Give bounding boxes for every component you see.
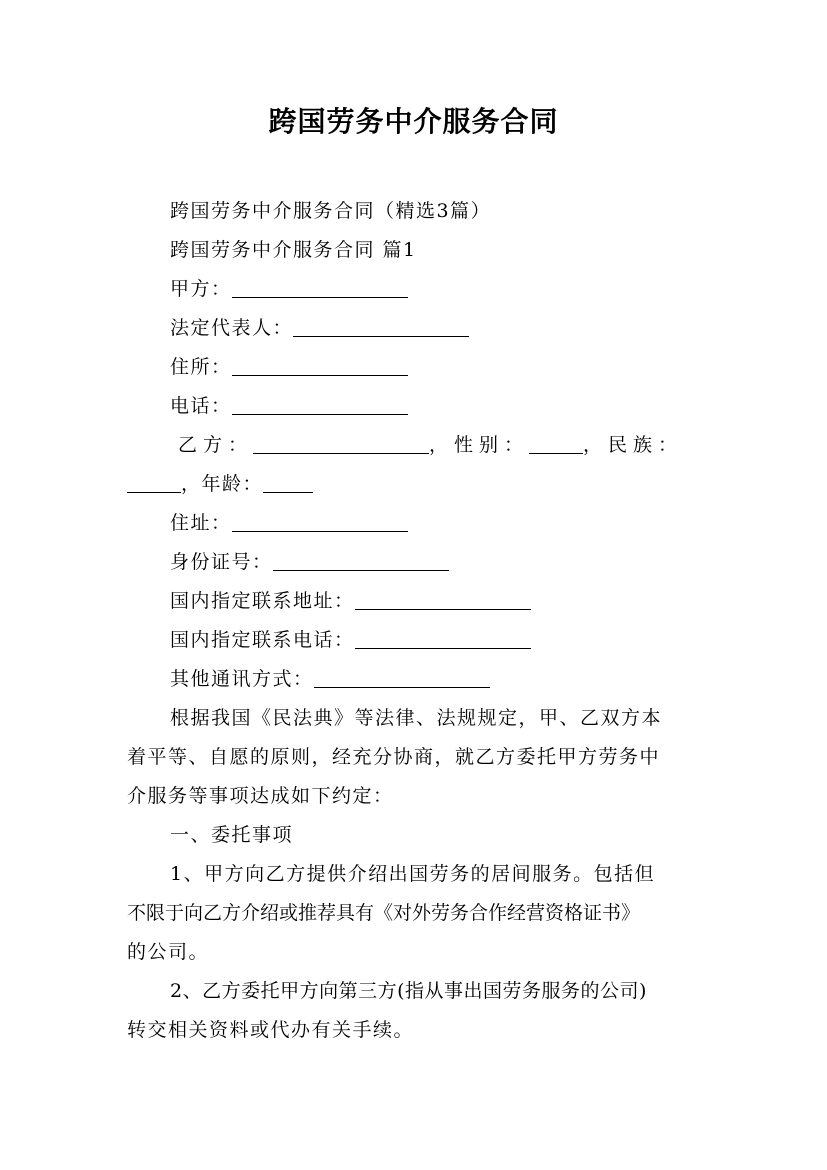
domestic-phone-line <box>170 627 531 653</box>
domestic-address-blank <box>355 591 531 610</box>
legal-rep-blank <box>293 318 469 337</box>
age-label: ，年龄： <box>181 473 264 495</box>
section-heading: 跨国劳务中介服务合同 篇1 <box>170 239 417 261</box>
legal-rep-label: 法定代表人： <box>170 317 294 339</box>
other-contact-blank <box>314 669 490 688</box>
phone-line <box>170 393 408 419</box>
legal-rep-line <box>170 315 469 341</box>
domestic-address-line <box>170 588 531 614</box>
domestic-address-label: 国内指定联系地址： <box>170 590 355 612</box>
party-a-line <box>170 276 408 302</box>
ethnicity-blank <box>127 474 181 493</box>
document-title: 跨国劳务中介服务合同 <box>268 105 559 138</box>
ethnicity-label: ，民族： <box>583 434 684 456</box>
preamble-line-3: 介服务等事项达成如下约定： <box>127 785 394 807</box>
document-subtitle: 跨国劳务中介服务合同（精选3篇） <box>170 200 492 222</box>
preamble-line-1: 根据我国《民法典》等法律、法规规定，甲、乙双方本 <box>170 707 663 729</box>
preamble-line-2: 着平等、自愿的原则，经充分协商，就乙方委托甲方劳务中 <box>127 746 661 768</box>
item-2-line-1: 2、乙方委托甲方向第三方(指从事出国劳务服务的公司) <box>170 980 647 1002</box>
party-a-blank <box>232 279 408 298</box>
clause-1-heading: 一、委托事项 <box>170 824 294 846</box>
id-line <box>170 549 449 575</box>
item-1-line-2: 不限于向乙方介绍或推荐具有《对外劳务合作经营资格证书》 <box>127 902 641 924</box>
phone-blank <box>232 396 408 415</box>
item-1-line-3: 的公司。 <box>127 941 210 963</box>
address-blank <box>232 513 408 532</box>
party-b-label: 乙方： <box>178 434 254 456</box>
phone-label: 电话： <box>170 395 232 417</box>
domestic-phone-label: 国内指定联系电话： <box>170 629 355 651</box>
age-blank <box>263 474 313 493</box>
item-1-line-1: 1、甲方向乙方提供介绍出国劳务的居间服务。包括但 <box>170 863 656 885</box>
party-a-label: 甲方： <box>170 278 232 300</box>
party-b-line-2 <box>127 471 313 497</box>
gender-label: ，性别： <box>429 434 530 456</box>
id-label: 身份证号： <box>170 551 273 573</box>
address-label: 住址： <box>170 512 232 534</box>
residence-label: 住所： <box>170 356 232 378</box>
item-2-line-2: 转交相关资料或代办有关手续。 <box>127 1019 415 1041</box>
id-blank <box>273 552 449 571</box>
gender-blank <box>529 435 583 454</box>
domestic-phone-blank <box>355 630 531 649</box>
other-contact-label: 其他通讯方式： <box>170 668 314 690</box>
party-b-blank <box>253 435 429 454</box>
party-b-line <box>178 432 683 458</box>
other-contact-line <box>170 666 490 692</box>
residence-line <box>170 354 408 380</box>
address-line <box>170 510 408 536</box>
residence-blank <box>232 357 408 376</box>
